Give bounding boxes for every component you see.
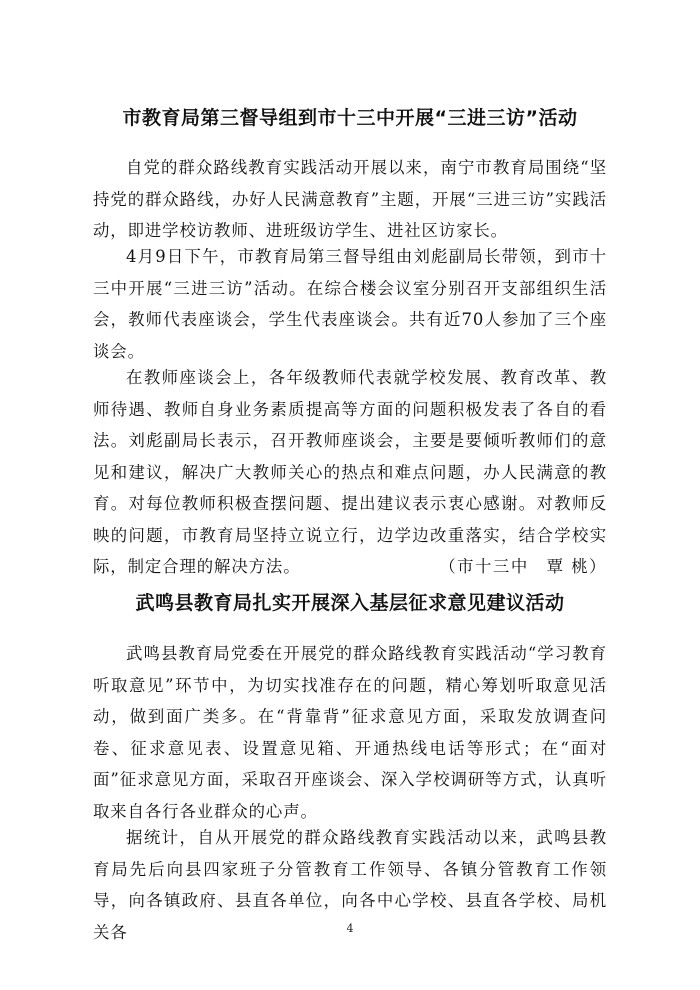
article-2-paragraph-2: 据统计，自从开展党的群众路线教育实践活动以来，武鸣县教育局先后向县四家班子分管教育工作领导、各镇分管教育工作领导，向各镇政府、县直各单位，向各中心学校、县直各学校、局机关各 bbox=[93, 828, 607, 942]
article-1-paragraph-3 bbox=[93, 362, 607, 583]
page-number: 4 bbox=[346, 922, 354, 935]
article-1-paragraph-3-text: 在教师座谈会上，各年级教师代表就学校发展、教育改革、教师待遇、教师自身业务素质提高等方面的问题积极发表了各自的看法。刘彪副局长表示，召开教师座谈会，主要是要倾听教师们的意见和建议，解决广大教师关心的热点和难点问题，办人民满意的教育。对每位教师积极查摆问题、提出建议表示衷心感谢。对教师反映的问题，市教育局坚持立说立行，边学边改重落实，结合学校实际，制定合理的解决方法。 bbox=[93, 368, 607, 576]
article-1-byline: （市十三中 覃 桃） bbox=[439, 557, 607, 576]
article-1-title: 市教育局第三督导组到市十三中开展“三进三访”活动 bbox=[122, 107, 578, 129]
article-2-title: 武鸣县教育局扎实开展深入基层征求意见建议活动 bbox=[135, 592, 565, 614]
article-2-paragraph-1: 武鸣县教育局党委在开展党的群众路线教育实践活动“学习教育 听取意见”环节中，为切实找准存在的问题，精心筹划听取意见活动，做到面广类多。在“背靠背”征求意见方面，采取发放调查问卷、征求意见表、设置意见箱、开通热线电话等形式；在“面对面”征求意见方面，采取召开座谈会、深入学校调研等方式，认真听取来自各行各业群众的心声。 bbox=[93, 644, 625, 821]
article-1-paragraph-2: 4月9日下午，市教育局第三督导组由刘彪副局长带领，到市十三中开展“三进三访”活动。在综合楼会议室分别召开支部组织生活会，教师代表座谈会，学生代表座谈会。共有近70人参加了三个座谈会。 bbox=[93, 247, 607, 361]
article-1-paragraph-1: 自党的群众路线教育实践活动开展以来，南宁市教育局围绕“坚持党的群众路线，办好人民满意教育”主题，开展“三进三访”实践活动，即进学校访教师、进班级访学生、进社区访家长。 bbox=[93, 158, 607, 240]
